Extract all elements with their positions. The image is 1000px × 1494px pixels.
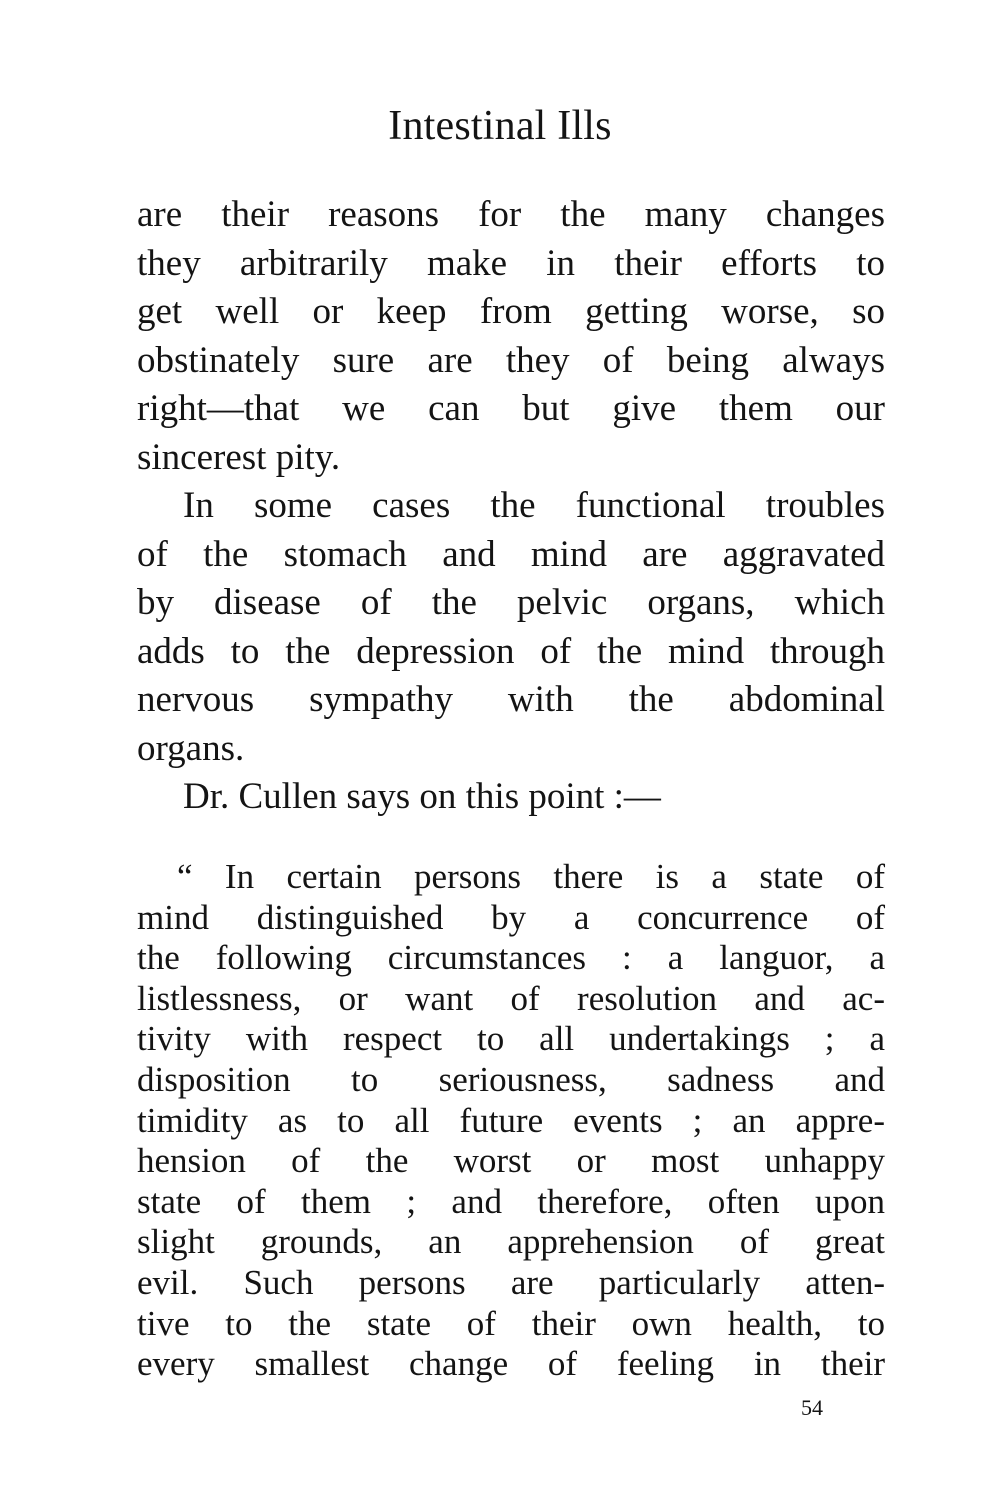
body-line: right—that we can but give them our <box>137 388 885 429</box>
body-line: organs. <box>137 727 245 769</box>
body-line: get well or keep from getting worse, so <box>137 291 885 332</box>
quote-line: evil. Such persons are particularly atten- <box>137 1262 885 1302</box>
body-line: Dr. Cullen says on this point :— <box>183 776 661 817</box>
page-number: 54 <box>801 1395 823 1420</box>
quote-line: hension of the worst or most unhappy <box>137 1141 885 1181</box>
quote-line: tive to the state of their own health, to <box>137 1303 885 1343</box>
body-line: they arbitrarily make in their efforts to <box>137 242 885 284</box>
body-line: adds to the depression of the mind through <box>137 630 885 672</box>
body-line: by disease of the pelvic organs, which <box>137 582 885 623</box>
quote-line: slight grounds, an apprehension of great <box>137 1222 885 1262</box>
quote-line: the following circumstances : a languor, a <box>137 938 885 978</box>
quote-line: state of them ; and therefore, often upon <box>137 1181 885 1221</box>
body-line: obstinately sure are they of being always <box>137 339 885 381</box>
quote-line: tivity with respect to all undertakings ; a <box>137 1019 885 1059</box>
quote-line: disposition to seriousness, sadness and <box>137 1059 885 1099</box>
quote-line: “ In certain persons there is a state of <box>177 857 885 896</box>
body-line: sincerest pity. <box>137 436 341 478</box>
body-line: nervous sympathy with the abdominal <box>137 679 885 720</box>
quotation-block <box>137 857 885 1385</box>
body-text <box>137 191 885 822</box>
quote-line: mind distinguished by a concurrence of <box>137 897 885 937</box>
body-line: are their reasons for the many changes <box>137 194 885 235</box>
quote-line: every smallest change of feeling in their <box>137 1344 885 1384</box>
body-line: In some cases the functional troubles <box>183 485 885 526</box>
quote-line: listlessness, or want of resolution and ac- <box>137 978 885 1018</box>
body-line: of the stomach and mind are aggravated <box>137 533 885 575</box>
running-head-title: Intestinal Ills <box>388 103 612 149</box>
quote-line: timidity as to all future events ; an appre- <box>137 1100 885 1140</box>
